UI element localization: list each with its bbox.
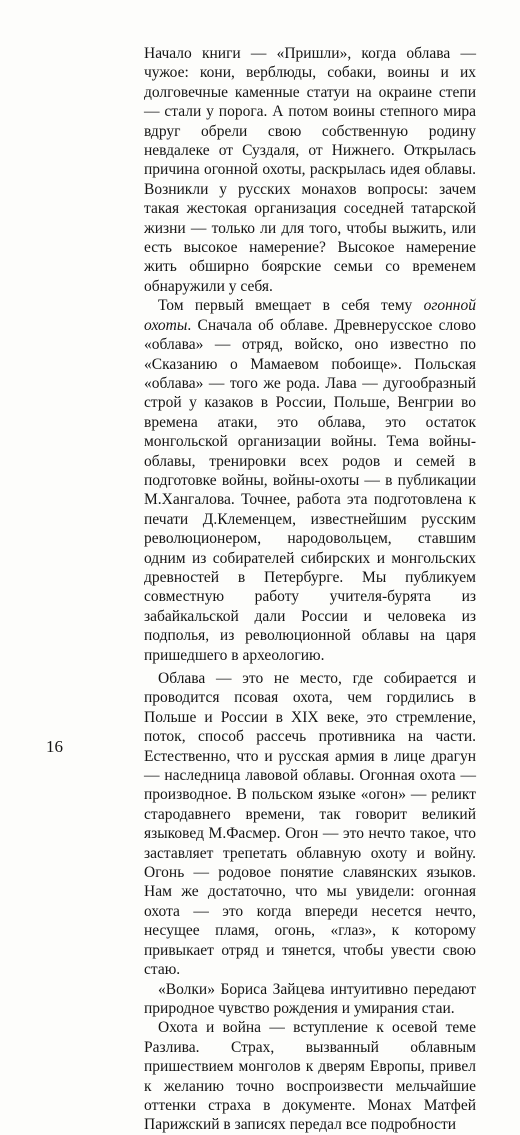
paragraph xyxy=(144,296,476,665)
paragraph-text: Начало книги — «Пришли», когда облава — чужое: кони, верблюды, собаки, воины и их долговечные каменные статуи на окраине степи — стали у порога. А потом воины степного мира вдруг обрели свою собственную родину невдалеке от Суздаля, от Нижнего. Открылась причина огонной охоты, раскрылась идея облавы. Возникли у русских монахов вопросы: зачем такая жестокая организация соседней татарской жизни — только ли для того, чтобы выжить, или есть высокое намерение? Высокое намерение жить обширно боярские семьи со временем обнаружили у себя. xyxy=(144,45,476,295)
paragraph-text: Охота и война — вступление к осевой теме Разлива. Страх, вызванный облавным пришествием монголов к дверям Европы, привел к желанию точно воспроизвести мельчайшие оттенки страха в документе. Монах Матфей Парижский в записях передал все подробности xyxy=(144,1019,476,1134)
paragraph-text: «Волки» Бориса Зайцева интуитивно передают природное чувство рождения и умирания стаи. xyxy=(144,980,476,1017)
paragraph-text: Облава — это не место, где собирается и проводится псовая охота, чем гордились в Польше и России в XIX веке, это стремление, поток, способ рассечь противника на части. Естественно, что и русская армия в лице драгун — наследница лавовой облавы. Огонная охота — производное. В польском языке «огон» — реликт стародавнего времени, так говорит великий языковед М.Фасмер. Огон — это нечто такое, что заставляет трепетать облавную охоту и войну. Огонь — родовое понятие славянских языков. Нам же достаточно, что мы увидели: огонная охота — это когда впереди несется нечто, несущее пламя, огонь, «глаз», к которому привыкает отряд и тянется, чтобы увести свою стаю. xyxy=(144,670,476,979)
page-number: 16 xyxy=(46,737,63,756)
paragraph xyxy=(144,44,476,296)
paragraph xyxy=(144,980,476,1019)
paragraph xyxy=(144,669,476,980)
book-page-body xyxy=(144,44,476,1135)
paragraph-text: . Сначала об облаве. Древнерусское слово «облава» — отряд, войско, оно известно по «Сказанию о Мамаевом побоище». Польская «облава» — того же рода. Лава — дугообразный строй у казаков в России, Польше, Венгрии во времена атаки, это облава, это остаток монгольской организации войны. Тема войны-облавы, тренировки всех родов и семей в подготовке войны, войны-охоты — в публикации М.Хангалова. Точнее, работа эта подготовлена к печати Д.Клеменцем, известнейшим русским революционером, народовольцем, ставшим одним из собирателей сибирских и монгольских древностей в Петербурге. Мы публикуем совместную работу учителя-бурята из забайкальской дали России и человека из подполья, из революционной облавы на царя пришедшего в археологию. xyxy=(144,316,476,664)
paragraph-text: Том первый вмещает в себя тему xyxy=(158,297,424,315)
paragraph xyxy=(144,1018,476,1134)
italic-term: огонной охоты xyxy=(144,297,476,334)
